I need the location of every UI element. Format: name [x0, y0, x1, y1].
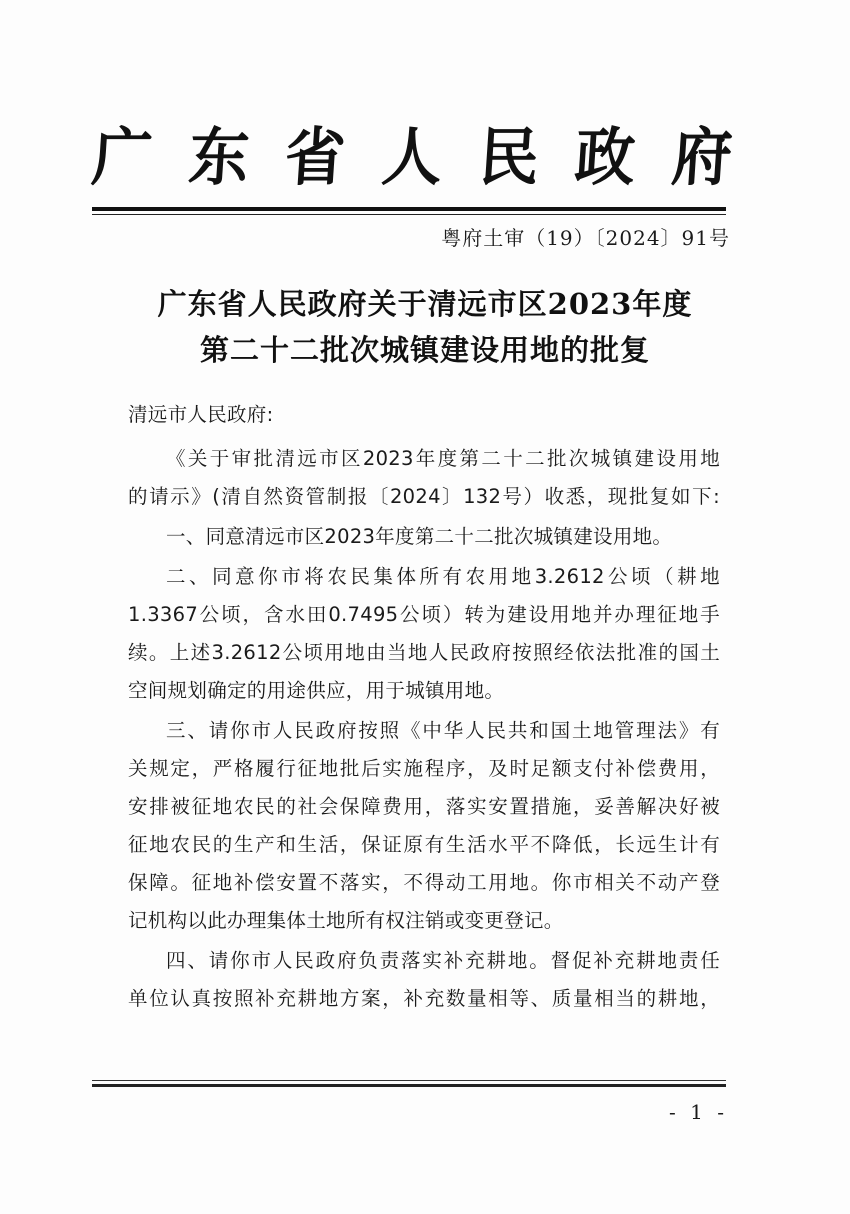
- masthead-char: 政: [572, 121, 638, 195]
- body-line: 征地农民的生产和生活，保证原有生活水平不降低，长远生计有: [128, 833, 720, 856]
- masthead-char: 省: [282, 121, 348, 195]
- masthead-char: 东: [186, 121, 252, 195]
- body-line: 三、请你市人民政府按照《中华人民共和国土地管理法》有: [166, 719, 720, 742]
- body-line: 的请示》(清自然资管制报〔2024〕132号）收悉，现批复如下:: [128, 485, 720, 508]
- masthead-rule-thin: [92, 214, 726, 215]
- body-line: 二、同意你市将农民集体所有农用地3.2612公顷（耕地: [166, 565, 720, 588]
- body-line: 续。上述3.2612公顷用地由当地人民政府按照经依法批准的国土: [128, 641, 720, 664]
- body-line: 记机构以此办理集体土地所有权注销或变更登记。: [128, 909, 564, 932]
- masthead-char: 人: [379, 121, 445, 195]
- body-line: 保障。征地补偿安置不落实，不得动工用地。你市相关不动产登: [128, 871, 720, 894]
- body-line: 《关于审批清远市区2023年度第二十二批次城镇建设用地: [166, 447, 720, 470]
- masthead-char: 民: [476, 121, 542, 195]
- body-line: 一、同意清远市区2023年度第二十二批次城镇建设用地。: [166, 525, 673, 548]
- body-line: 安排被征地农民的社会保障费用，落实安置措施，妥善解决好被: [128, 795, 720, 818]
- masthead-char: 府: [669, 121, 735, 195]
- body-line: 四、请你市人民政府负责落实补充耕地。督促补充耕地责任: [166, 949, 720, 972]
- body-line: 1.3367公顷，含水田0.7495公顷）转为建设用地并办理征地手: [128, 603, 720, 626]
- body-line: 单位认真按照补充耕地方案，补充数量相等、质量相当的耕地，: [128, 987, 720, 1010]
- page-number: - 1 -: [669, 1100, 728, 1124]
- masthead-rule-thick: [92, 207, 726, 211]
- title-line-2: 第二十二批次城镇建设用地的批复: [199, 333, 650, 367]
- footer-rule-thick: [92, 1084, 726, 1087]
- masthead: [89, 118, 735, 198]
- addressee: 清远市人民政府:: [128, 403, 274, 426]
- document-number: 粤府土审（19）〔2024〕91号: [441, 226, 730, 250]
- body-line: 空间规划确定的用途供应，用于城镇用地。: [128, 679, 505, 702]
- body-line: 关规定，严格履行征地批后实施程序，及时足额支付补偿费用，: [128, 757, 720, 780]
- title-line-1: 广东省人民政府关于清远市区2023年度: [157, 287, 693, 321]
- masthead-char: 广: [89, 121, 155, 195]
- footer-rule-thin: [92, 1080, 726, 1081]
